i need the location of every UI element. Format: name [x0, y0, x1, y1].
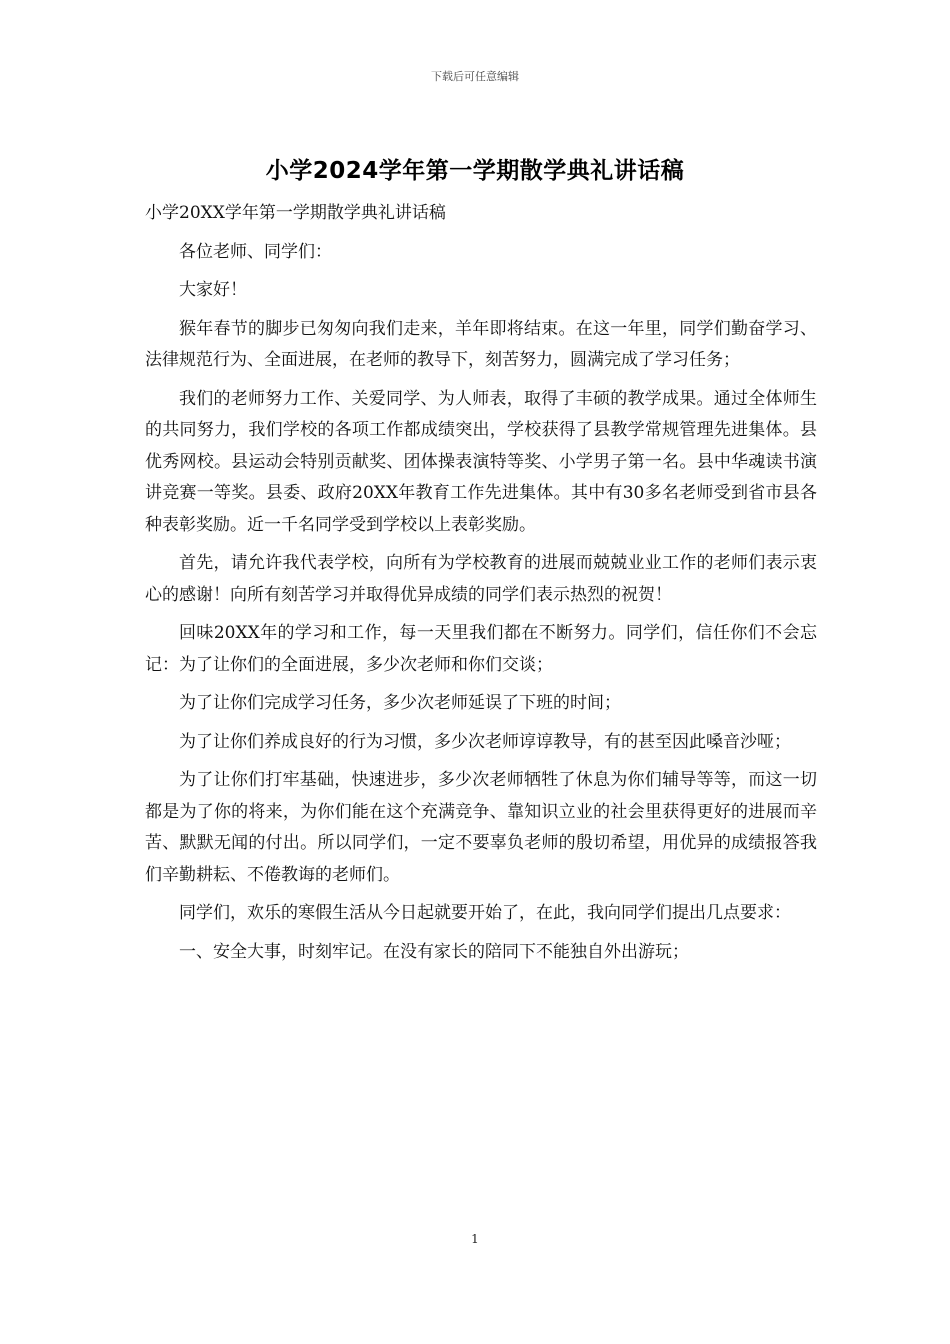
body-paragraph: 为了让你们打牢基础，快速进步，多少次老师牺牲了休息为你们辅导等等，而这一切都是为了你的将来，为你们能在这个充满竞争、靠知识立业的社会里获得更好的进展而辛苦、默默无闻的付出。所以同学们，一定不要辜负老师的殷切希望，用优异的成绩报答我们辛勤耕耘、不倦教诲的老师们。 [145, 770, 817, 885]
body-paragraph: 为了让你们养成良好的行为习惯，多少次老师谆谆教导，有的甚至因此嗓音沙哑； [179, 731, 791, 752]
body-paragraph: 我们的老师努力工作、关爱同学、为人师表，取得了丰硕的教学成果。通过全体师生的共同努力，我们学校的各项工作都成绩突出，学校获得了县教学常规管理先进集体。县优秀网校。县运动会特别贡献奖、团体操表演特等奖、小学男子第一名。县中华魂读书演讲竞赛一等奖。县委、政府20XX年教育工作先进集体。其中有30多名老师受到省市县各种表彰奖励。近一千名同学受到学校以上表彰奖励。 [145, 388, 817, 535]
body-paragraph: 首先，请允许我代表学校，向所有为学校教育的进展而兢兢业业工作的老师们表示衷心的感谢！向所有刻苦学习并取得优异成绩的同学们表示热烈的祝贺！ [145, 553, 817, 605]
header-note: 下载后可任意编辑 [431, 70, 519, 83]
greeting-paragraph: 各位老师、同学们： [179, 241, 332, 262]
document-body [145, 198, 817, 975]
body-paragraph: 猴年春节的脚步已匆匆向我们走来，羊年即将结束。在这一年里，同学们勤奋学习、法律规范行为、全面进展，在老师的教导下，刻苦努力，圆满完成了学习任务； [145, 318, 817, 370]
page-number: 1 [471, 1232, 479, 1246]
body-paragraph: 为了让你们完成学习任务，多少次老师延误了下班的时间； [179, 693, 621, 713]
body-paragraph: 同学们，欢乐的寒假生活从今日起就要开始了，在此，我向同学们提出几点要求： [179, 903, 791, 923]
body-paragraph: 回味20XX年的学习和工作，每一天里我们都在不断努力。同学们，信任你们不会忘记：为了让你们的全面进展，多少次老师和你们交谈； [145, 623, 817, 675]
subtitle-paragraph: 小学20XX学年第一学期散学典礼讲话稿 [145, 203, 446, 223]
document-title: 小学2024学年第一学期散学典礼讲话稿 [265, 158, 685, 184]
body-paragraph: 一、安全大事，时刻牢记。在没有家长的陪同下不能独自外出游玩； [179, 941, 689, 962]
salutation-paragraph: 大家好！ [179, 280, 247, 300]
